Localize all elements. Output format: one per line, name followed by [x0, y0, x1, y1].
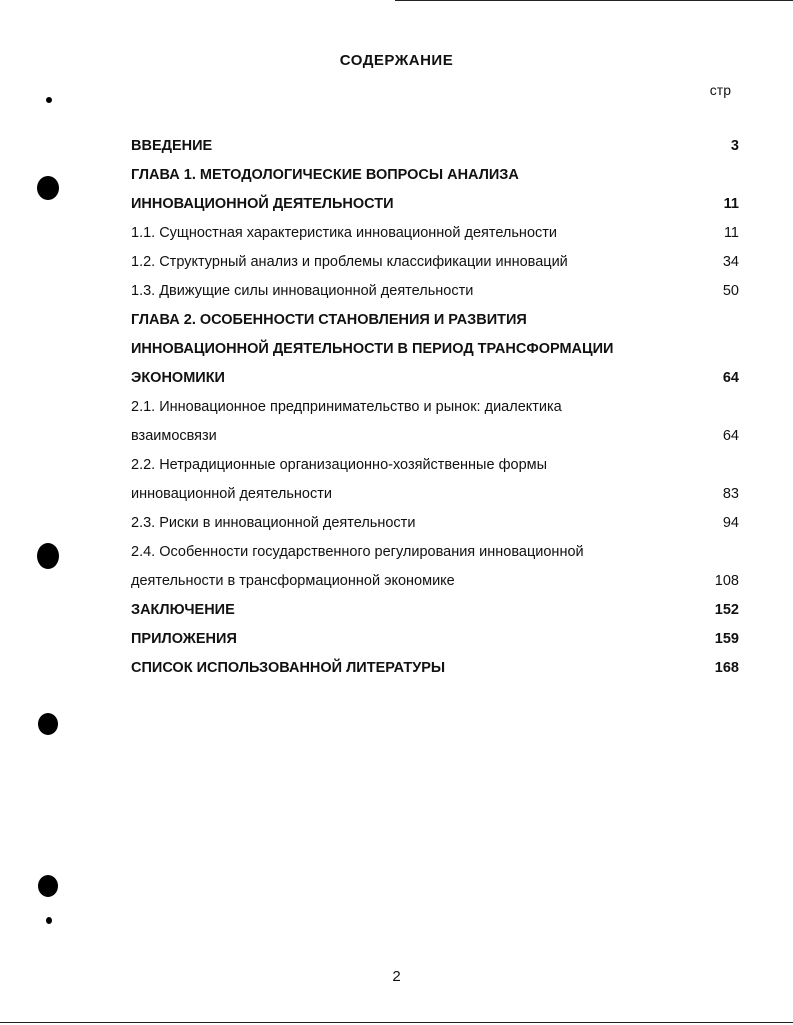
toc-entry-text: ИННОВАЦИОННОЙ ДЕЯТЕЛЬНОСТИ — [131, 196, 394, 212]
toc-entry-text: ГЛАВА 2. ОСОБЕННОСТИ СТАНОВЛЕНИЯ И РАЗВИТИЯ — [131, 312, 527, 328]
toc-entry-section-2-4-cont — [131, 567, 741, 596]
punch-hole-1 — [37, 176, 59, 200]
toc-entry-chapter-1 — [131, 161, 741, 190]
toc-entry-page — [699, 451, 741, 480]
toc-entry-page: 11 — [723, 196, 739, 212]
toc-entry-section-2-1-cont — [131, 422, 741, 451]
toc-entry-page: 50 — [722, 283, 739, 299]
toc-entry-page: 11 — [723, 225, 739, 241]
toc-entry-chapter-2-cont — [131, 335, 741, 364]
toc-entry-page: 3 — [730, 138, 739, 154]
punch-hole-3 — [38, 713, 58, 735]
toc-entry-section-1-2 — [131, 248, 741, 277]
toc-entry-section-2-3 — [131, 509, 741, 538]
toc-entry-text: ВВЕДЕНИЕ — [131, 138, 213, 154]
toc-entry-page: 159 — [714, 631, 739, 647]
scan-edge-bottom — [0, 1022, 793, 1023]
toc-entry-section-2-2-cont — [131, 480, 741, 509]
toc-entry-references — [131, 654, 741, 683]
toc-entry-page: 64 — [722, 428, 739, 444]
toc-entry-introduction — [131, 132, 741, 161]
toc-entry-text: СПИСОК ИСПОЛЬЗОВАННОЙ ЛИТЕРАТУРЫ — [131, 660, 446, 676]
toc-entry-page: 108 — [714, 573, 739, 589]
toc-entry-text: 2.1. Инновационное предпринимательство и рынок: диалектика — [131, 399, 562, 415]
toc-entry-page: 64 — [722, 370, 739, 386]
toc-entry-page: 94 — [722, 515, 739, 531]
toc-entry-chapter-2 — [131, 306, 741, 335]
toc-entry-text: 2.2. Нетрадиционные организационно-хозяйственные формы — [131, 457, 548, 473]
scan-speck-1 — [46, 97, 52, 103]
toc-entry-conclusion — [131, 596, 741, 625]
toc-entry-section-2-1 — [131, 393, 741, 422]
toc-entry-text: ЗАКЛЮЧЕНИЕ — [131, 602, 235, 618]
toc-entry-text: инновационной деятельности — [131, 486, 332, 502]
toc-entry-section-2-2 — [131, 451, 741, 480]
toc-entry-section-1-1 — [131, 219, 741, 248]
punch-hole-4 — [38, 875, 58, 897]
toc-entry-chapter-2-end — [131, 364, 741, 393]
scan-speck-2 — [46, 917, 52, 924]
punch-hole-2 — [37, 543, 59, 569]
page-title: СОДЕРЖАНИЕ — [339, 52, 454, 69]
toc-entry-text: 1.3. Движущие силы инновационной деятельности — [131, 283, 474, 299]
toc-entry-page — [699, 306, 741, 335]
toc-entry-page: 83 — [722, 486, 739, 502]
toc-entry-section-2-4 — [131, 538, 741, 567]
toc-entry-page: 34 — [722, 254, 739, 270]
toc-entry-text: ИННОВАЦИОННОЙ ДЕЯТЕЛЬНОСТИ В ПЕРИОД ТРАНСФОРМАЦИИ — [131, 341, 614, 357]
scan-edge-top — [395, 0, 793, 1]
toc-entry-page — [699, 393, 741, 422]
toc-entry-page — [699, 161, 741, 190]
toc-entry-text: 1.2. Структурный анализ и проблемы классификации инноваций — [131, 254, 568, 270]
toc-entry-text: 2.3. Риски в инновационной деятельности — [131, 515, 416, 531]
toc-entry-page: 168 — [714, 660, 739, 676]
toc-entry-page — [699, 335, 741, 364]
page-number: 2 — [392, 968, 401, 985]
toc-entry-text: ПРИЛОЖЕНИЯ — [131, 631, 237, 647]
toc-entry-text: взаимосвязи — [131, 428, 217, 444]
toc-entry-page — [699, 538, 741, 567]
toc-entry-text: 2.4. Особенности государственного регулирования инновационной — [131, 544, 584, 560]
toc-entry-chapter-1-cont — [131, 190, 741, 219]
table-of-contents — [131, 132, 741, 683]
toc-entry-text: ЭКОНОМИКИ — [131, 370, 225, 386]
toc-entry-page: 152 — [714, 602, 739, 618]
page-column-label: стр — [709, 82, 731, 98]
toc-entry-text: 1.1. Сущностная характеристика инновационной деятельности — [131, 225, 557, 241]
toc-entry-text: деятельности в трансформационной экономике — [131, 573, 455, 589]
toc-entry-appendices — [131, 625, 741, 654]
toc-entry-text: ГЛАВА 1. МЕТОДОЛОГИЧЕСКИЕ ВОПРОСЫ АНАЛИЗА — [131, 167, 519, 183]
toc-entry-section-1-3 — [131, 277, 741, 306]
